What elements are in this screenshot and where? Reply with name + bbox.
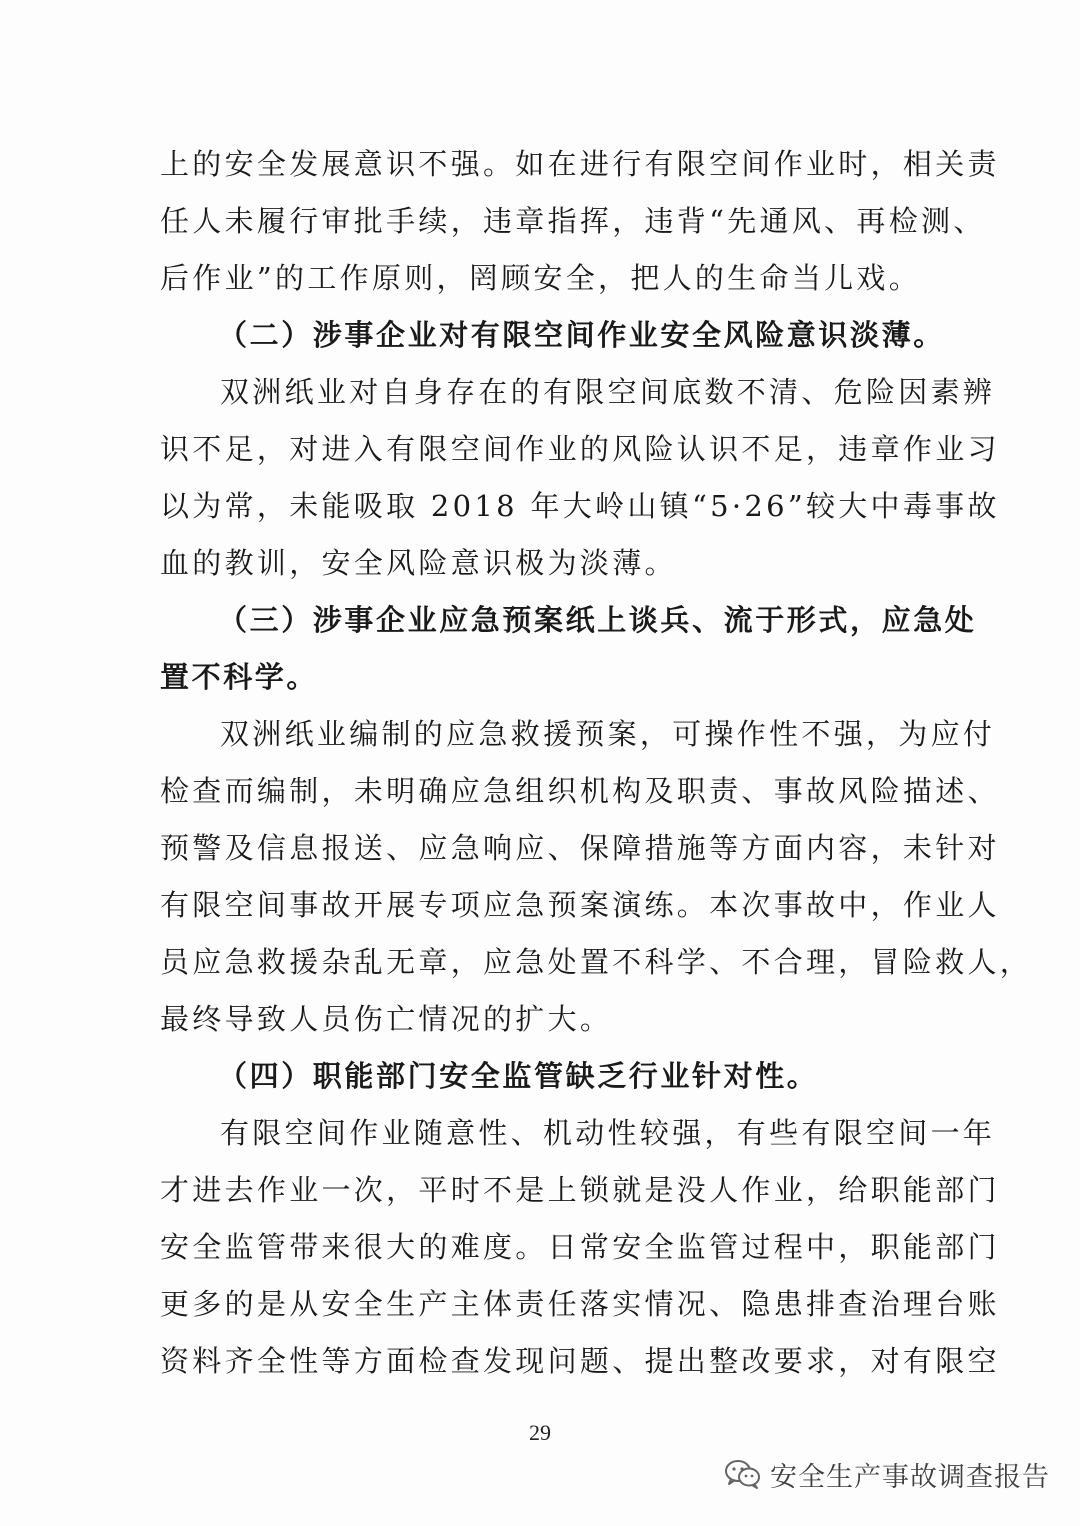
text-line: 才进去作业一次，平时不是上锁就是没人作业，给职能部门 xyxy=(160,1173,1000,1207)
text-line: 员应急救援杂乱无章，应急处置不科学、不合理，冒险救人， xyxy=(160,945,1033,979)
paragraph-start: 双洲纸业对自身存在的有限空间底数不清、危险因素辨 xyxy=(220,375,996,409)
page-body xyxy=(160,136,1033,1390)
text-line: 后作业”的工作原则，罔顾安全，把人的生命当儿戏。 xyxy=(160,261,922,295)
wechat-watermark xyxy=(724,1454,1050,1494)
text-line: 任人未履行审批手续，违章指挥，违背“先通风、再检测、 xyxy=(160,204,986,238)
text-line: 以为常，未能吸取 2018 年大岭山镇“5·26”较大中毒事故 xyxy=(160,489,1000,523)
text-line: 安全监管带来很大的难度。日常安全监管过程中，职能部门 xyxy=(160,1230,1000,1264)
section-heading-2: （二）涉事企业对有限空间作业安全风险意识淡薄。 xyxy=(218,318,945,352)
wechat-icon xyxy=(724,1458,762,1490)
text-line: 预警及信息报送、应急响应、保障措施等方面内容，未针对 xyxy=(160,831,1000,865)
text-line: 资料齐全性等方面检查发现问题、提出整改要求，对有限空 xyxy=(160,1344,1000,1378)
text-line: 血的教训，安全风险意识极为淡薄。 xyxy=(160,546,677,580)
text-line: 检查而编制，未明确应急组织机构及职责、事故风险描述、 xyxy=(160,774,1000,808)
section-heading-3: （三）涉事企业应急预案纸上谈兵、流于形式，应急处 xyxy=(218,603,977,637)
text-line: 有限空间事故开展专项应急预案演练。本次事故中，作业人 xyxy=(160,888,1000,922)
paragraph-start: 有限空间作业随意性、机动性较强，有些有限空间一年 xyxy=(220,1116,996,1150)
text-line: 上的安全发展意识不强。如在进行有限空间作业时，相关责 xyxy=(160,147,1000,181)
paragraph-start: 双洲纸业编制的应急救援预案，可操作性不强，为应付 xyxy=(220,717,996,751)
watermark-text: 安全生产事故调查报告 xyxy=(770,1461,1050,1493)
section-heading-3-continued: 置不科学。 xyxy=(160,660,319,694)
page-number: 29 xyxy=(529,1420,551,1445)
text-line: 最终导致人员伤亡情况的扩大。 xyxy=(160,1002,613,1036)
text-line: 识不足，对进入有限空间作业的风险认识不足，违章作业习 xyxy=(160,432,1000,466)
section-heading-4: （四）职能部门安全监管缺乏行业针对性。 xyxy=(218,1059,819,1093)
text-line: 更多的是从安全生产主体责任落实情况、隐患排查治理台账 xyxy=(160,1287,1000,1321)
